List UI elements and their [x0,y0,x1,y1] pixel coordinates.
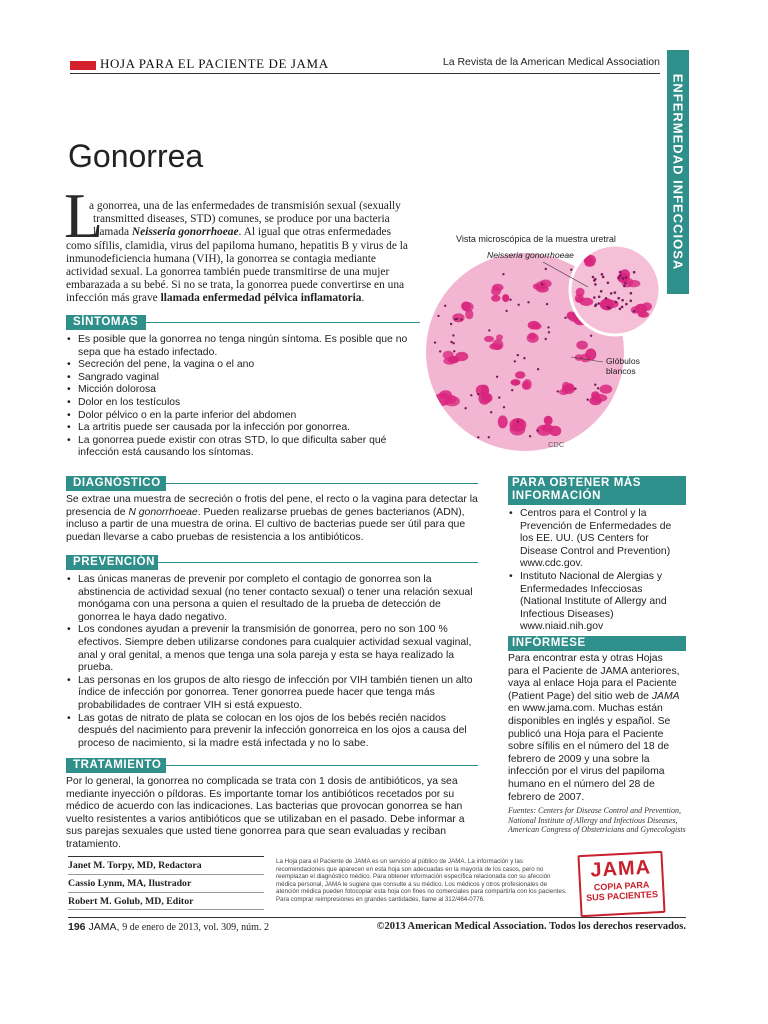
series-title: HOJA PARA EL PACIENTE DE JAMA [100,56,329,71]
section-heading: SÍNTOMAS [66,315,146,330]
prevencion-item: • Las gotas de nitrato de plata se colocan en los ojos de los bebés recién nacidos después del nacimiento para prevenir la infección gonorreica en los ojos a causa del proceso de nacimiento, si la madre está infectada y no lo sabe. [66,713,478,751]
section-diagnostico [66,476,478,544]
bacterium-dot [597,302,600,305]
bacterium-dot [523,357,525,359]
intro-rest: como sífilis, clamidia, virus del papiloma humano, hepatitis B y virus de la inmunodeficiencia humana (VIH), la gonorrea se contagia mediante actividad sexual. La gonorrea también puede transmitirse de una mujer embarazada a su bebé. Si no se trata, la gonorrea puede convertirse en una infección más grave llamada enfermedad pélvica inflamatoria. [66,239,408,305]
bacterium-dot [557,390,559,392]
bacterium-dot [633,271,636,274]
bacterium-dot [601,273,604,276]
bacterium-dot [464,407,466,409]
bacterium-dot [527,301,529,303]
bacterium-dot [623,285,626,288]
figure-credit: CDC [548,440,565,449]
bacterium-dot [477,393,479,395]
intro-bold-term: llamada enfermedad pélvica inflamatoria [160,292,362,305]
bacterium-dot [518,304,520,306]
sintoma-item: • La artritis puede ser causada por la infección por gonorrea. [66,422,420,435]
bacterium-dot [509,299,511,301]
bacterium-dot [460,318,462,320]
bacterium-dot [594,278,597,281]
bacterium-dot [452,342,454,344]
figure-caption: Vista microscópica de la muestra uretral [456,234,616,244]
intro-line: a gonorrea, una de las enfermedades de transmisión sexual (sexually [89,200,401,212]
jama-copy-stamp [577,851,665,917]
bacterium-dot [619,275,622,278]
bacterium-dot [545,268,547,270]
bacterium-dot [622,277,625,280]
bacterium-dot [548,331,550,333]
page-number: 196 [68,921,86,933]
sintoma-item: • Dolor pélvico o en la parte inferior del abdomen [66,410,420,423]
info-list [508,508,686,634]
prevencion-list [66,574,478,750]
bacterium-dot [537,368,539,370]
sintoma-item: • Sangrado vaginal [66,372,420,385]
sintoma-item: • La gonorrea puede existir con otras STD, lo que dificulta saber qué infección está causando los síntomas. [66,435,420,460]
bacterium-dot [593,296,596,299]
bacterium-dot [437,315,439,317]
sintoma-item: • Es posible que la gonorrea no tenga ningún síntoma. Es posible que no sepa que ha estado infectado. [66,334,420,359]
bacterium-dot [594,283,597,286]
bacterium-dot [437,405,439,407]
bacterium-dot [439,350,441,352]
copyright: ©2013 American Medical Association. Todos los derechos reservados. [376,921,686,932]
bacterium-dot [621,299,624,302]
bacterium-dot [614,291,617,294]
bacterium-dot [464,256,466,258]
side-tab-label: ENFERMEDAD INFECCIOSA [670,73,686,271]
bacterium-dot [477,436,479,438]
bacterium-dot [490,411,492,413]
bacterium-dot [546,303,548,305]
bacterium-dot [488,329,490,331]
section-heading: PREVENCIÓN [66,555,158,570]
bacterium-dot [600,290,603,293]
credits-block [68,856,264,910]
section-tratamiento [66,758,478,852]
footer-rule [68,917,686,918]
bacterium-dot [547,326,549,328]
credit-line: Janet M. Torpy, MD, Redactora [68,856,264,874]
bacterium-dot [517,420,519,422]
bacterium-dot [570,269,572,271]
label-globulos: Glóbulos blancos [606,356,640,376]
sintoma-item: • Micción dolorosa [66,384,420,397]
intro-line: transmitted diseases, STD) comunes, se produce por una bacteria [93,213,390,226]
section-rule [146,322,420,323]
bacterium-dot [502,273,504,275]
bacterium-dot [444,305,446,307]
journal-short: JAMA, [88,921,120,933]
credit-line: Robert M. Golub, MD, Editor [68,892,264,910]
page-citation [68,921,269,933]
bacterium-dot [470,394,472,396]
section-heading: PARA OBTENER MÁS INFORMACIÓN [508,476,686,505]
bacterium-dot [587,399,589,401]
prevencion-item: • Las personas en los grupos de alto riesgo de infección por VIH también tienen un alto índice de infección por gonorrea. Tener gonorrea puede hacer que tenga más probabilidades de contraer VIH si está expuesto. [66,675,478,713]
intro-paragraph [66,200,416,306]
bacterium-dot [617,297,620,300]
bacterium-dot [498,396,500,398]
bacterium-dot [625,303,628,306]
bacterium-dot [602,276,605,279]
citation: 9 de enero de 2013, vol. 309, núm. 2 [122,922,269,933]
bacterium-dot [453,350,455,352]
bacterium-dot [574,388,576,390]
drop-cap: L [64,180,104,251]
section-heading: INFÓRMESE [508,636,686,651]
bacterium-dot [450,323,452,325]
info-item: • Centros para el Control y la Prevención de Enfermedades de los EE. UU. (US Centers for Disease Control and Prevention) www.cdc.gov. [508,508,686,571]
stamp-subtitle: COPIA PARA [593,879,650,893]
bacterium-dot [585,445,587,447]
bacterium-dot [605,297,608,300]
bacterium-dot [488,436,490,438]
bacterium-dot [545,338,547,340]
disclaimer-text: La Hoja para el Paciente de JAMA es un servicio al público de JAMA. La información y las recomendaciones que aparecen en esta hoja son adecuadas en la mayoría de los casos, pero no reemplazan el diagnóstico médico. Para obtener información específica relacionada con su afección médica personal, JAMA le sugiere que consulte a su médico. Los médicos y otros profesionales de atención médica pueden fotocopiar esta hoja con fines no comerciales para compartirla con los pacientes. Para comprar reimpresiones en grandes cantidades, llame al 312/464-0776. [276,858,567,903]
section-prevencion [66,555,478,750]
micrograph-figure [425,232,675,457]
header-red-bar [70,61,96,70]
section-rule [166,483,478,484]
bacterium-dot [597,387,599,389]
bacterium-dot [592,276,595,279]
bacterium-dot [517,354,519,356]
header-rule [70,73,660,74]
tratamiento-text: Por lo general, la gonorrea no complicada se trata con 1 dosis de antibióticos, ya sea mediante inyección o píldoras. Es importante tomar los antibióticos recetados por su médico de acuerdo con las indicaciones. Las bacterias que provocan gonorrea se han vuelto resistentes a varios antibióticos que se utilizaban en el pasado. Debe informar a sus parejas sexuales que usted tiene gonorrea para que sean evaluadas y reciban tratamiento. [66,776,465,850]
bacterium-dot [630,300,633,303]
bacterium-dot [514,360,516,362]
bacterium-dot [541,283,543,285]
bacterium-dot [633,310,636,313]
bacterium-dot [619,271,622,274]
bacterium-dot [529,435,531,437]
stamp-subtitle: SUS PACIENTES [585,889,659,903]
bacterium-dot [590,335,592,337]
bacterium-dot [598,296,601,299]
journal-name: La Revista de la American Medical Association [442,56,660,68]
bacterium-dot [503,406,505,408]
section-rule [166,765,478,766]
section-sintomas [66,315,420,460]
bacterium-dot [505,310,507,312]
prevencion-item: • Las únicas maneras de prevenir por completo el contagio de gonorrea son la abstinencia de actividad sexual (no tener contacto sexual) o tener una relación sexual monógama con una persona a quien el resultado de la prueba de detección de gonorrea le haya dado negativo. [66,574,478,624]
bacterium-dot [608,307,611,310]
page-title: Gonorrea [68,138,204,174]
intro-line: llamada Neisseria gonorrhoeae. Al igual que otras enfermedades [93,226,392,239]
bacterium-dot [619,308,622,311]
bacterium-dot [615,301,618,304]
section-heading: DIAGNÓSTICO [66,476,166,491]
bacterium-dot [454,318,456,320]
bacterium-dot [617,277,620,280]
bacterium-dot [434,341,436,343]
diagnostico-text: Se extrae una muestra de secreción o frotis del pene, el recto o la vagina para detectar la presencia de N gonorrhoeae. Pueden realizarse pruebas de genes bacterianos (ADN), incluso a partir de una muestra de orina. El cultivo de bacterias puede ser útil para que puedan llevarse a cabo pruebas de resistencia a los antibióticos. [66,494,478,543]
prevencion-item: • Los condones ayudan a prevenir la transmisión de gonorrea, pero no son 100 % efectivos. Siempre deben utilizarse condones para cualquier actividad sexual vaginal, anal y oral genital, a menos que tenga una sola pareja y esta se haya realizado la prueba. [66,624,478,674]
sintoma-item: • Dolor en los testículos [66,397,420,410]
section-heading: TRATAMIENTO [66,758,166,773]
sources-note: Fuentes: Centers for Disease Control and Prevention, National Institute of Allergy and Infectious Diseases, American Congress of Obstetricians and Gynecologists [508,806,686,834]
bacterium-dot [536,429,538,431]
bacterium-dot [511,389,513,391]
label-neisseria: Neisseria gonorrhoeae [487,250,574,260]
sintomas-list [66,334,420,460]
section-informese [508,636,686,834]
sintoma-item: • Secreción del pene, la vagina o el ano [66,359,420,372]
bacterium-dot [624,282,627,285]
bacterium-dot [435,442,437,444]
credit-line: Cassio Lynm, MA, Ilustrador [68,874,264,892]
bacterium-dot [607,282,610,285]
bacterium-dot [564,317,566,319]
section-mas-info [508,476,686,634]
info-item: • Instituto Nacional de Alergias y Enfermedades Infecciosas (National Institute of Allergy and Infectious Diseases) www.niaid.nih.gov [508,571,686,634]
bacterium-dot [450,341,452,343]
bacterium-dot [630,292,633,295]
section-rule [158,562,478,563]
informese-text: Para encontrar esta y otras Hojas para el Paciente de JAMA anteriores, vaya al enlace Hoja para el Paciente (Patient Page) del sitio web de JAMA en www.jama.com. Muchas están disponibles en inglés y español. Se publicó una Hoja para el Paciente sobre sífilis en el número del 18 de febrero de 2009 y una sobre la infección por el virus del papiloma humano en el número del 28 de febrero de 2007. [508,653,680,803]
bacterium-dot [625,276,628,279]
bacteria-name: Neisseria gonorrhoeae [131,226,239,239]
bacterium-dot [496,376,498,378]
bacterium-dot [452,334,454,336]
bacterium-dot [621,306,624,309]
bacterium-dot [610,292,613,295]
stamp-title: JAMA [589,856,652,882]
bacterium-dot [595,303,598,306]
bacterium-dot [594,384,596,386]
